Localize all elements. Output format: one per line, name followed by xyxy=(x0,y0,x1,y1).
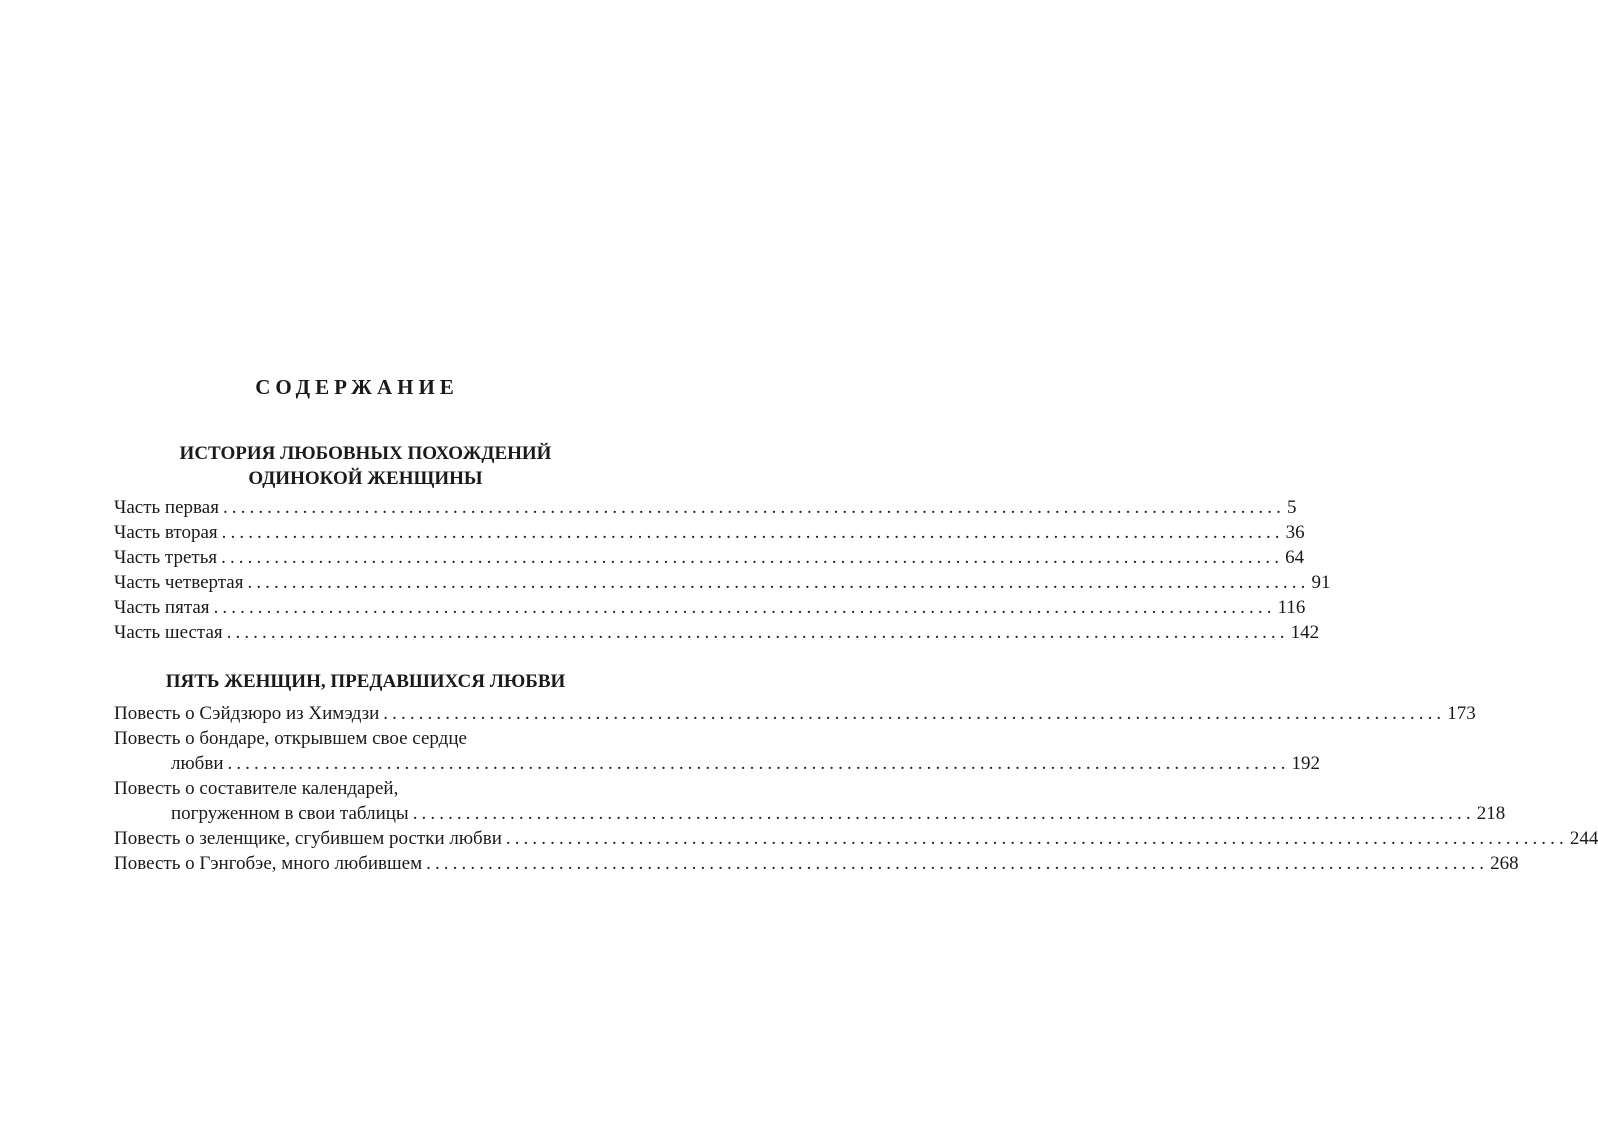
dot-leader: ........................................................................................................................ xyxy=(222,497,1285,518)
dot-leader: ........................................................................................................................ xyxy=(383,703,1446,724)
toc-entry-label: погруженном в свои таблицы xyxy=(171,803,409,824)
toc-entry-page: 142 xyxy=(1290,622,1320,643)
toc-entry[interactable] xyxy=(114,851,1519,876)
toc-entry-page: 218 xyxy=(1476,803,1506,824)
toc-entry-label: Часть вторая xyxy=(114,522,218,543)
toc-entry-label: Повесть о Гэнгобэе, много любившем xyxy=(114,853,423,874)
dot-leader: ........................................................................................................................ xyxy=(426,853,1489,874)
toc-entry-label: Часть первая xyxy=(114,497,219,518)
toc-entry-page: 116 xyxy=(1277,597,1306,618)
toc-entry-page: 244 xyxy=(1569,828,1598,849)
dot-leader: ........................................................................................................................ xyxy=(412,803,1475,824)
toc-entry[interactable] xyxy=(114,801,1506,826)
toc-entry-label: Повесть о зеленщике, сгубившем ростки любви xyxy=(114,828,502,849)
toc-entry-label: Повесть о Сэйдзюро из Химэдзи xyxy=(114,703,380,724)
page-title: СОДЕРЖАНИЕ xyxy=(255,375,459,399)
toc-entry-page: 36 xyxy=(1285,522,1305,543)
toc-entry[interactable] xyxy=(114,620,1320,645)
section-heading-2 xyxy=(114,669,617,694)
section-heading-line: ПЯТЬ ЖЕНЩИН, ПРЕДАВШИХСЯ ЛЮБВИ xyxy=(165,671,566,692)
toc-entry[interactable] xyxy=(114,826,1598,851)
toc-entry-label: Часть шестая xyxy=(114,622,223,643)
toc-entry-page: 91 xyxy=(1311,572,1331,593)
toc-entry-label: Часть четвертая xyxy=(114,572,244,593)
toc-entry[interactable] xyxy=(114,545,1305,570)
toc-entry[interactable] xyxy=(114,520,1305,545)
toc-section-2 xyxy=(114,701,1598,876)
toc-entry[interactable] xyxy=(114,495,1297,520)
toc-entry-first-line[interactable]: Повесть о бондаре, открывшем свое сердце xyxy=(114,728,467,749)
section-heading-line: ИСТОРИЯ ЛЮБОВНЫХ ПОХОЖДЕНИЙ xyxy=(179,443,552,464)
toc-entry[interactable] xyxy=(114,751,1320,776)
toc-entry-label: Часть третья xyxy=(114,547,218,568)
toc-entry-page: 173 xyxy=(1447,703,1476,724)
toc-entry-page: 64 xyxy=(1285,547,1305,568)
toc-entry-page: 5 xyxy=(1286,497,1297,518)
toc-entry-first-line[interactable]: Повесть о составителе календарей, xyxy=(114,778,399,799)
toc-entry-label: Часть пятая xyxy=(114,597,210,618)
dot-leader: ........................................................................................................................ xyxy=(505,828,1568,849)
toc-entry-page: 192 xyxy=(1291,753,1320,774)
toc-section-1 xyxy=(114,495,1331,645)
section-heading-1 xyxy=(114,441,617,491)
dot-leader: ........................................................................................................................ xyxy=(221,547,1284,568)
toc-entry[interactable] xyxy=(114,570,1331,595)
toc-entry[interactable] xyxy=(114,595,1306,620)
dot-leader: ........................................................................................................................ xyxy=(213,597,1276,618)
toc-entry-page: 268 xyxy=(1490,853,1519,874)
dot-leader: ........................................................................................................................ xyxy=(221,522,1284,543)
dot-leader: ........................................................................................................................ xyxy=(247,572,1310,593)
dot-leader: ........................................................................................................................ xyxy=(227,753,1290,774)
toc-entry-label: любви xyxy=(171,753,224,774)
dot-leader: ........................................................................................................................ xyxy=(226,622,1289,643)
section-heading-line: ОДИНОКОЙ ЖЕНЩИНЫ xyxy=(248,468,483,489)
toc-entry[interactable] xyxy=(114,701,1476,726)
